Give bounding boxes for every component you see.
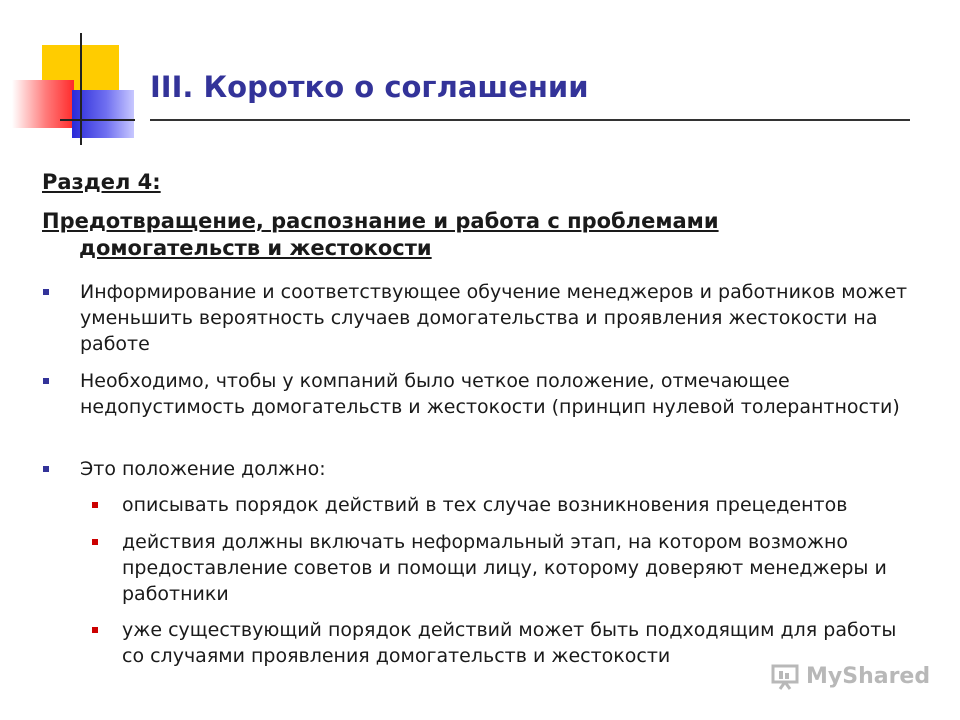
sub-bullet-item	[122, 529, 922, 607]
watermark-text: MyShared	[806, 663, 931, 689]
section-label: Раздел 4:	[42, 170, 161, 194]
sub-bullet-item	[122, 492, 922, 518]
square-bullet-icon	[43, 289, 49, 295]
slide-title: III. Коротко о соглашении	[150, 70, 589, 104]
red-square-bullet-icon	[92, 539, 98, 545]
bullet-text: Информирование и соответствующее обучение менеджеров и работников может уменьшить вероятность случаев домогательства и проявления жестокости на работе	[80, 281, 908, 355]
watermark	[770, 662, 930, 690]
presentation-board-icon	[770, 662, 800, 690]
sub-bullet-text: действия должны включать неформальный этап, на котором возможно предоставление советов и помощи лицу, которому доверяют менеджеры и работники	[122, 531, 887, 605]
bullet-item	[80, 368, 910, 420]
red-square-bullet-icon	[92, 627, 98, 633]
section-heading-line-2: домогательств и жестокости	[79, 236, 432, 260]
sub-bullet-text: уже существующий порядок действий может быть подходящим для работы со случаями проявления домогательств и жестокости	[122, 619, 897, 667]
bullet-text: Это положение должно:	[80, 458, 326, 480]
red-square-bullet-icon	[92, 502, 98, 508]
bullet-text: Необходимо, чтобы у компаний было четкое положение, отмечающее недопустимость домогательств и жестокости (принцип нулевой толерантности)	[80, 370, 900, 418]
square-bullet-icon	[43, 466, 49, 472]
decor-vertical-line	[80, 33, 82, 145]
bullet-item	[80, 456, 910, 482]
decor-horizontal-line-left	[60, 119, 135, 121]
title-underline-rule	[150, 119, 910, 121]
sub-bullet-text: описывать порядок действий в тех случае возникновения прецедентов	[122, 494, 848, 516]
section-heading-line-1: Предотвращение, распознание и работа с проблемами	[42, 209, 719, 233]
section-heading	[42, 208, 882, 262]
square-bullet-icon	[43, 378, 49, 384]
bullet-item	[80, 279, 910, 357]
